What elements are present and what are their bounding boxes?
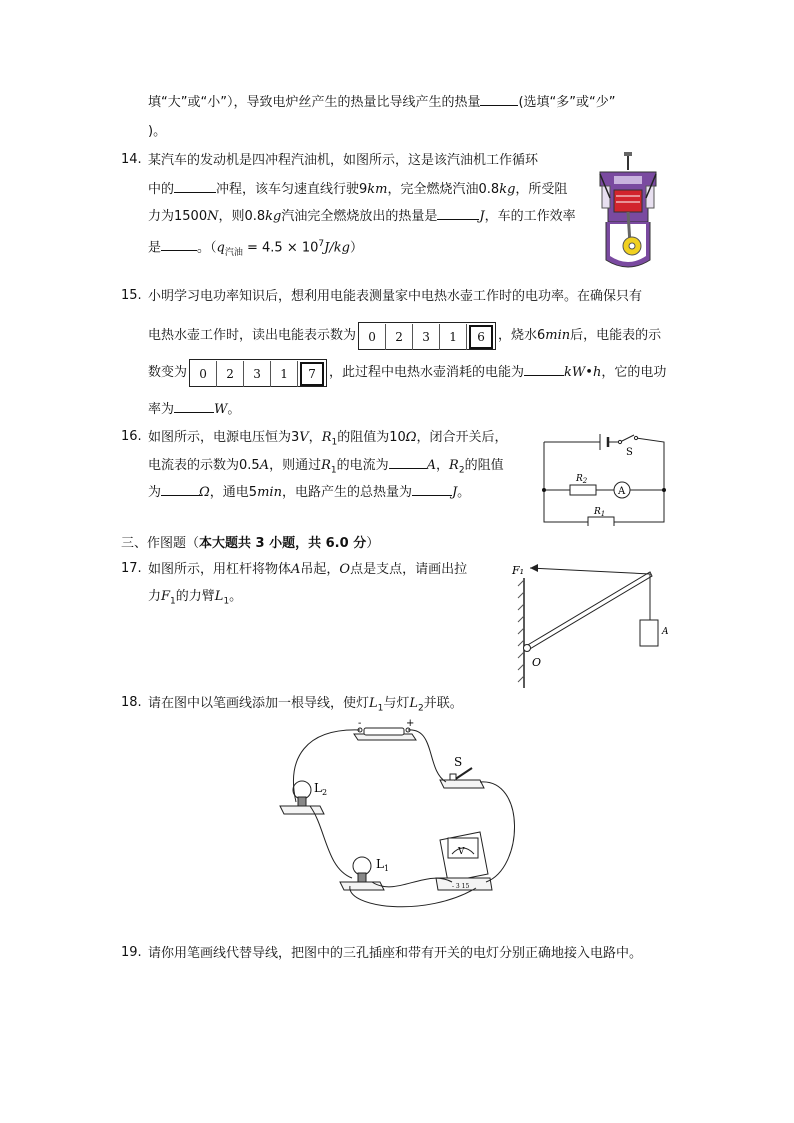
battery-plus-label: + [406, 718, 415, 729]
energy-meter-reading-after: 0 2 3 1 7 [189, 359, 327, 387]
q15-line2: 电热水壶工作时，读出电能表示数为 0 2 3 1 6 ，烧水6min后，电能表的示 [148, 321, 661, 351]
voltmeter-label: V [458, 847, 465, 857]
q17-line1: 如图所示，用杠杆将物体A吊起，O点是支点，请画出拉 [148, 562, 468, 577]
q15-line3: 数变为 0 2 3 1 7 ，此过程中电热水壶消耗的电能为 kW•h，它的电功 [148, 358, 666, 388]
answer-blank[interactable] [161, 238, 197, 251]
answer-blank[interactable] [524, 363, 564, 376]
switch-blade [620, 435, 634, 442]
q16-line1: 如图所示，电源电压恒为3V，$R_1$的阻值为10Ω，闭合开关后， [148, 430, 508, 448]
force-label: F₁ [512, 564, 525, 577]
resistor-r2 [570, 485, 596, 495]
q14-line4: 是 。$(q_{汽油} = 4.5 \times 10^7J/kg)$ [148, 239, 363, 258]
switch-label: S [454, 755, 463, 769]
q13-line1: 填“大”或“小”），导致电炉丝产生的热量比导线产生的热量 (选填“多”或“少” [148, 95, 616, 110]
q19-line1: 请你用笔画线代替导线，把图中的三孔插座和带有开关的电灯分别正确地接入电路中。 [148, 946, 643, 961]
answer-blank[interactable] [412, 483, 452, 496]
battery-minus-label: - [358, 718, 362, 729]
question-number: 16. [121, 429, 142, 444]
energy-meter-reading-before: 0 2 3 1 6 [358, 322, 496, 350]
section-title: 三、作图题（本大题共 3 小题，共 6.0 分） [121, 536, 380, 551]
question-number: 14. [121, 152, 142, 167]
pivot-label: O [532, 656, 542, 669]
r1-label: $R_1$ [594, 507, 606, 518]
q13-line2: )。 [148, 124, 167, 139]
r2-label: $R_2$ [576, 474, 588, 485]
switch [440, 768, 484, 788]
l2-label: $L_2$ [314, 781, 328, 797]
q14-line1: 某汽车的发动机是四冲程汽油机，如图所示，这是该汽油机工作循环 [148, 153, 539, 168]
q16-line3: 为 Ω，通电5min，电路产生的总热量为 J。 [148, 485, 471, 500]
answer-blank[interactable] [480, 93, 518, 106]
battery [354, 728, 416, 740]
parallel-circuit-figure [538, 430, 670, 526]
question-number: 19. [121, 945, 142, 960]
l1-label: $L_1$ [376, 857, 390, 873]
answer-blank[interactable] [161, 483, 199, 496]
ammeter-label: A [618, 486, 626, 497]
engine-cylinder-figure [596, 152, 660, 272]
switch-label: S [626, 447, 633, 458]
q14-line3: 力为1500N，则0.8kg汽油完全燃烧放出的热量是 J，车的工作效率 [148, 209, 576, 224]
answer-blank[interactable] [437, 207, 479, 220]
question-number: 17. [121, 561, 142, 576]
object-label: A [662, 627, 669, 637]
question-number: 18. [121, 695, 142, 710]
q15-line4: 率为 W。 [148, 402, 241, 417]
q15-line1: 小明学习电功率知识后，想利用电能表测量家中电热水壶工作时的电功率。在确保只有 [148, 289, 643, 304]
answer-blank[interactable] [174, 400, 214, 413]
q14-line2: 中的 冲程，该车匀速直线行驶9km，完全燃烧汽油0.8kg，所受阻 [148, 182, 568, 197]
q18-line1: 请在图中以笔画线添加一根导线，使灯$L_1$与灯$L_2$并联。 [148, 696, 463, 714]
voltmeter-terminals: - 3 15 [452, 883, 470, 890]
resistor-r1 [588, 517, 614, 526]
lever-figure [508, 558, 676, 690]
question-number: 15. [121, 288, 142, 303]
q16-line2: 电流表的示数为0.5A，则通过$R_1$的电流为 A，$R_2$的阻值 [148, 458, 504, 476]
voltmeter [436, 832, 492, 890]
answer-blank[interactable] [174, 180, 216, 193]
answer-blank[interactable] [389, 456, 427, 469]
q17-line2: 力$F_1$的力臂$L_1$。 [148, 589, 243, 607]
lamp-circuit-figure [276, 718, 528, 918]
